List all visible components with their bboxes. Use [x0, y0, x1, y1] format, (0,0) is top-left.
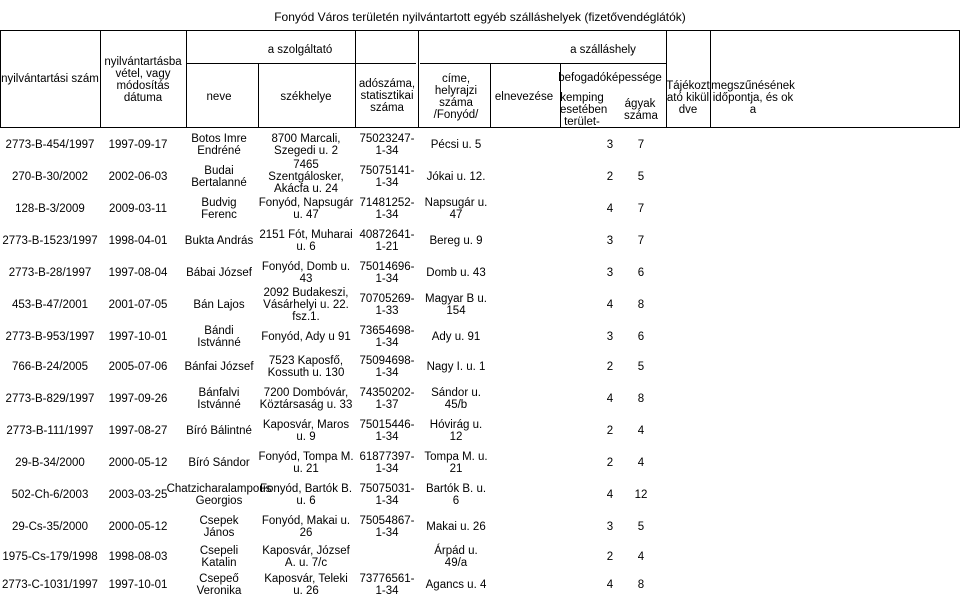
cell-tax-number: 75075031-1-34 [359, 483, 415, 507]
cell-address: Napsugár u. 47 [424, 197, 488, 221]
cell-reg-date: 2000-05-12 [108, 457, 168, 469]
cell-tax-number [357, 545, 417, 569]
cell-beds: 5 [637, 171, 645, 183]
cell-reg-number: 2773-C-1031/1997 [2, 579, 98, 591]
cell-provider-seat: 7200 Dombóvár, Köztársaság u. 33 [259, 387, 353, 411]
cell-reg-date: 2005-07-06 [108, 361, 168, 373]
cell-beds: 6 [637, 331, 645, 343]
header-info-sent: Tájékoztató kiküldve [666, 80, 710, 116]
cell-address: Árpád u. 49/a [434, 545, 478, 569]
cell-address: Hóvirág u. 12 [429, 419, 483, 443]
cell-rooms: 3 [606, 331, 614, 343]
cell-rooms: 4 [606, 393, 614, 405]
cell-tax-number: 73654698-1-34 [359, 325, 415, 349]
cell-rooms: 2 [606, 457, 614, 469]
cell-provider-name: Bánfalvi Istvánné [197, 387, 241, 411]
cell-tax-number: 40872641-1-21 [359, 229, 415, 253]
cell-provider-name: Csepeli Katalin [199, 545, 239, 569]
cell-rooms: 2 [606, 425, 614, 437]
cell-provider-name: Csepeő Veronika [196, 573, 242, 597]
header-termination: megszűnésének időpontja, és oka [711, 80, 795, 116]
cell-address: Bereg u. 9 [429, 235, 483, 247]
cell-reg-number: 2773-B-829/1997 [5, 393, 95, 405]
cell-tax-number: 75014696-1-34 [359, 261, 415, 285]
header-tax-number: adószáma, statisztikai száma [358, 78, 416, 114]
cell-reg-number: 766-B-24/2005 [11, 361, 89, 373]
header-reg-number: nyilvántartási szám [1, 73, 99, 85]
cell-tax-number: 75094698-1-34 [359, 355, 415, 379]
cell-rooms: 4 [606, 579, 614, 591]
cell-reg-number: 270-B-30/2002 [11, 171, 89, 183]
cell-beds: 7 [637, 235, 645, 247]
cell-beds: 6 [637, 267, 645, 279]
cell-reg-date: 1997-09-26 [108, 393, 168, 405]
cell-reg-date: 2009-03-11 [109, 203, 167, 215]
cell-reg-date: 1998-08-03 [108, 551, 168, 563]
cell-tax-number: 75054867-1-34 [359, 515, 415, 539]
cell-provider-seat: Fonyód, Ady u 91 [261, 331, 351, 343]
cell-reg-number: 502-Ch-6/2003 [11, 489, 89, 501]
cell-provider-seat: Fonyód, Tompa M. u. 21 [258, 451, 354, 475]
cell-provider-name: Bíró Sándor [188, 457, 250, 469]
cell-beds: 4 [637, 425, 645, 437]
cell-reg-number: 2773-B-953/1997 [5, 331, 95, 343]
cell-address: Magyar B u. 154 [425, 293, 487, 317]
cell-rooms: 2 [606, 551, 614, 563]
cell-tax-number: 71481252-1-34 [359, 197, 415, 221]
cell-reg-number: 2773-B-111/1997 [6, 425, 94, 437]
cell-provider-name: Budai Bertalanné [191, 165, 247, 189]
cell-rooms: 4 [606, 299, 614, 311]
cell-beds: 7 [637, 139, 645, 151]
cell-tax-number: 70705269-1-33 [359, 293, 415, 317]
cell-provider-name: Csepek János [199, 515, 239, 539]
cell-beds: 7 [637, 203, 645, 215]
cell-beds: 4 [637, 457, 645, 469]
cell-address: Tompa M. u. 21 [424, 451, 488, 475]
cell-address: Ady u. 91 [431, 331, 481, 343]
header-provider-name: neve [206, 91, 232, 103]
cell-provider-seat: Fonyód, Napsugár u. 47 [258, 197, 354, 221]
cell-reg-number: 2773-B-28/1997 [8, 267, 92, 279]
cell-rooms: 3 [606, 267, 614, 279]
cell-reg-date: 1997-10-01 [108, 331, 168, 343]
cell-address: Sándor u. 45/b [431, 387, 481, 411]
header-camping: kemping esetében terület- [560, 92, 608, 128]
cell-rooms: 2 [606, 361, 614, 373]
cell-tax-number: 61877397-1-34 [359, 451, 415, 475]
cell-address: Domb u. 43 [426, 267, 486, 279]
cell-provider-seat: 8700 Marcali, Szegedi u. 2 [271, 133, 341, 157]
cell-address: Makai u. 26 [426, 521, 486, 533]
cell-beds: 5 [637, 361, 645, 373]
cell-provider-seat: Kaposvár, Maros u. 9 [262, 419, 350, 443]
cell-reg-number: 2773-B-1523/1997 [2, 235, 98, 247]
cell-reg-number: 128-B-3/2009 [15, 203, 85, 215]
cell-provider-seat: Fonyód, Domb u. 43 [261, 261, 351, 285]
cell-provider-name: Bándi Istvánné [197, 325, 241, 349]
cell-provider-seat: 7465 Szentgálosker, Akácfa u. 24 [268, 159, 344, 195]
cell-tax-number: 75023247-1-34 [359, 133, 415, 157]
cell-beds: 8 [637, 393, 645, 405]
cell-reg-date: 1997-08-27 [108, 425, 168, 437]
header-provider-group: a szolgáltató [267, 44, 333, 56]
header-name: elnevezése [494, 91, 554, 103]
header-reg-date: nyilvántartásba vétel, vagy módosítás dátuma [104, 56, 182, 104]
header-beds: ágyak száma [624, 98, 658, 122]
cell-beds: 12 [634, 489, 648, 501]
cell-provider-name: Bánfai József [184, 361, 254, 373]
cell-beds: 8 [637, 299, 645, 311]
cell-provider-name: Budvig Ferenc [201, 197, 237, 221]
header-address: címe, helyrajzi száma /Fonyód/ [433, 73, 479, 121]
header-provider-seat: székhelye [280, 91, 332, 103]
cell-reg-date: 1997-08-04 [108, 267, 168, 279]
cell-address: Agancs u. 4 [425, 579, 487, 591]
cell-reg-number: 453-B-47/2001 [11, 299, 89, 311]
cell-reg-date: 2003-03-25 [108, 489, 168, 501]
cell-reg-date: 2001-07-05 [108, 299, 168, 311]
cell-provider-name: Chatzicharalampous Georgios [166, 483, 272, 507]
cell-provider-seat: Kaposvár, Teleki u. 26 [264, 573, 348, 597]
cell-reg-date: 2000-05-12 [108, 521, 168, 533]
cell-reg-number: 1975-Cs-179/1998 [2, 551, 98, 563]
cell-provider-name: Bán Lajos [193, 299, 245, 311]
cell-reg-date: 1998-04-01 [108, 235, 168, 247]
cell-rooms: 3 [606, 139, 614, 151]
cell-address: Nagy I. u. 1 [426, 361, 486, 373]
cell-provider-name: Bábai József [186, 267, 252, 279]
cell-provider-seat: 2092 Budakeszi, Vásárhelyi u. 22. fsz.1. [263, 287, 349, 323]
cell-reg-date: 1997-09-17 [108, 139, 168, 151]
cell-tax-number: 73776561-1-34 [359, 573, 415, 597]
cell-reg-number: 29-B-34/2000 [15, 457, 85, 469]
cell-reg-number: 2773-B-454/1997 [5, 139, 95, 151]
cell-provider-seat: 2151 Fót, Muharai u. 6 [259, 229, 353, 253]
cell-provider-name: Bíró Bálintné [186, 425, 252, 437]
cell-address: Pécsi u. 5 [430, 139, 482, 151]
cell-reg-date: 2002-06-03 [108, 171, 168, 183]
cell-rooms: 3 [606, 521, 614, 533]
cell-provider-name: Bukta András [184, 235, 254, 247]
cell-rooms: 2 [606, 171, 614, 183]
header-accommodation-group: a szálláshely [570, 44, 636, 56]
cell-provider-seat: Kaposvár, József A. u. 7/c [262, 545, 350, 569]
cell-provider-seat: Fonyód, Makai u. 26 [261, 515, 351, 539]
cell-beds: 5 [637, 521, 645, 533]
cell-tax-number: 74350202-1-37 [359, 387, 415, 411]
cell-tax-number: 75075141-1-34 [359, 165, 415, 189]
cell-address: Bartók B. u. 6 [425, 483, 487, 507]
sheet-title: Fonyód Város területén nyilvántartott egyéb szálláshelyek (fizetővendéglátók) [274, 10, 686, 24]
cell-address: Jókai u. 12. [426, 171, 486, 183]
cell-rooms: 3 [606, 235, 614, 247]
cell-rooms: 4 [606, 489, 614, 501]
cell-provider-seat: 7523 Kaposfő, Kossuth u. 130 [267, 355, 345, 379]
cell-beds: 8 [637, 579, 645, 591]
header-capacity-group: befogadóképessége [558, 72, 662, 84]
cell-beds: 4 [637, 551, 645, 563]
cell-rooms: 4 [606, 203, 614, 215]
cell-provider-seat: Fonyód, Bartók B. u. 6 [259, 483, 353, 507]
cell-provider-name: Botos Imre Endréné [191, 133, 247, 157]
cell-tax-number: 75015446-1-34 [359, 419, 415, 443]
cell-reg-number: 29-Cs-35/2000 [11, 521, 89, 533]
cell-reg-date: 1997-10-01 [108, 579, 168, 591]
